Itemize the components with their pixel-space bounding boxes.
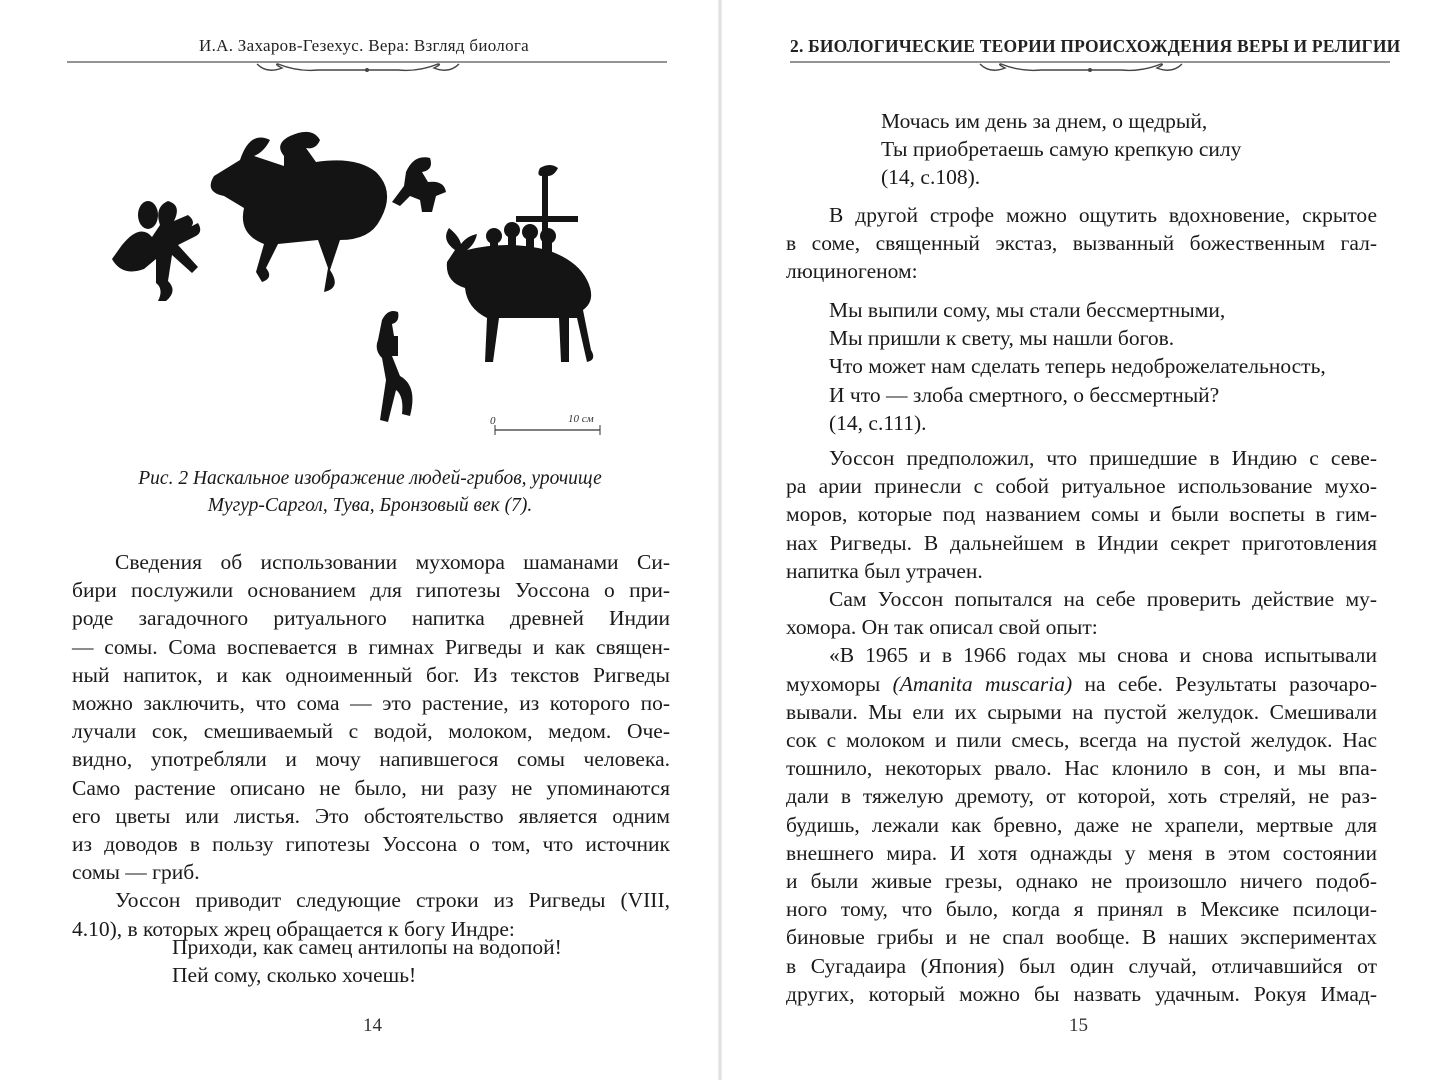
text-line: Сведения об использовании мухомора шаманами Си-: [115, 550, 670, 574]
latin-species-name: (Amanita muscaria): [892, 671, 1073, 696]
text-line: видно, употребляли и мочу напившегося сомы человека.: [72, 747, 670, 772]
poem-line: Приходи, как самец антилопы на водопой!: [172, 935, 562, 959]
right-page: [720, 0, 1441, 1080]
text-line: Сам Уоссон попытался на себе проверить действие му-: [829, 587, 1377, 612]
poem-line: Мочась им день за днем, о щедрый,: [881, 109, 1208, 133]
text-line: 4.10), в которых жрец обращается к богу Индре:: [72, 916, 515, 941]
body-paragraph-1: [72, 548, 670, 943]
poem-line: (14, с.111).: [829, 410, 927, 435]
text-line: сомы — гриб.: [72, 860, 200, 885]
poem-line: Мы выпили сому, мы стали бессмертными,: [829, 298, 1226, 322]
page-number-left: 14: [363, 1015, 382, 1036]
text-line: в соме, священный экстаз, вызванный божественным гал-: [786, 231, 1377, 256]
text-line: сок с молоком и пили смесь, всегда на пустой желудок. Нас: [786, 728, 1377, 753]
text-line: напитка был утрачен.: [786, 558, 983, 583]
header-ornament-right: [790, 58, 1390, 78]
text-line: Само растение описано не было, ни разу не упоминаются: [72, 775, 670, 800]
text-fragment: мухоморы: [786, 671, 893, 696]
text-line: ра арии принесли с собой ритуальное использование мухо-: [786, 474, 1377, 499]
poem-line: Пей сому, сколько хочешь!: [172, 963, 417, 988]
text-line: — сомы. Сома воспевается в гимнах Ригведы и как священ-: [72, 634, 670, 659]
poem-right-1: [881, 107, 1241, 192]
poem-line: Что может нам сделать теперь недоброжелательность,: [829, 354, 1326, 379]
text-line: и были живые грезы, однако не произошло ничего подоб-: [786, 869, 1377, 894]
poem-right-2: [829, 296, 1326, 437]
poem-line: (14, с.108).: [881, 165, 981, 190]
running-head-right: 2. БИОЛОГИЧЕСКИЕ ТЕОРИИ ПРОИСХОЖДЕНИЯ ВЕРЫ И РЕЛИГИИ: [790, 36, 1401, 56]
header-ornament-left: [67, 58, 667, 78]
text-line: моров, которые под названием сомы и были воспеты в гим-: [786, 502, 1377, 527]
petroglyph-shapes: [112, 132, 593, 422]
text-line: из доводов в пользу гипотезы Уоссона о том, что источник: [72, 832, 670, 857]
body-paragraph-r1: [786, 201, 1377, 286]
caption-line: Мугур-Саргол, Тува, Бронзовый век (7).: [207, 495, 533, 516]
text-line: тошнило, некоторых рвало. Нас клонило в сон, и мы впа-: [786, 756, 1377, 781]
petroglyph-figure: [110, 120, 630, 440]
text-fragment: на себе. Результаты разочаро-: [1072, 671, 1377, 696]
text-line: внешнего мира. И хотя однажды у меня в этом состоянии: [786, 840, 1377, 865]
text-line: роде загадочного ритуального напитка древней Индии: [72, 606, 670, 631]
poem-line: Мы пришли к свету, мы нашли богов.: [829, 326, 1175, 351]
text-line: «В 1965 и в 1966 годах мы снова и снова испытывали: [829, 643, 1377, 668]
text-line: хомора. Он так описал свой опыт:: [786, 615, 1098, 640]
text-line: других, который можно бы назвать удачным. Рокуя Имад-: [786, 981, 1377, 1006]
poem-left: [172, 933, 562, 989]
text-line: лучали сок, смешиваемый с водой, молоком, медом. Оче-: [72, 719, 670, 744]
text-line: Уоссон предположил, что пришедшие в Индию с севе-: [829, 446, 1377, 470]
text-line: люциногеном:: [786, 259, 918, 284]
text-line: в Сугадаира (Япония) был один случай, отличавшийся от: [786, 953, 1377, 978]
text-line: Уоссон приводит следующие строки из Ригведы (VIII,: [115, 888, 670, 913]
text-line: дали в тяжелую дремоту, от которой, хоть стреляй, не раз-: [786, 784, 1377, 809]
left-page: [0, 0, 720, 1080]
scale-bar: [490, 413, 600, 435]
text-line: биновые грибы и не спал вообще. В наших экспериментах: [786, 925, 1377, 950]
text-line: нах Ригведы. В дальнейшем в Индии секрет приготовления: [786, 530, 1377, 555]
body-paragraph-r2: [786, 444, 1377, 1008]
text-line: ный напиток, и как одноименный бог. Из текстов Ригведы: [72, 662, 670, 687]
text-line-with-latin: [786, 670, 1377, 698]
figure-caption: [100, 465, 640, 519]
text-line: его цветы или листья. Это обстоятельство является одним: [72, 803, 670, 828]
text-line: будишь, лежали как бревно, даже не храпели, мертвые для: [786, 812, 1377, 837]
running-head-left: И.А. Захаров-Гезехус. Вера: Взгляд биолога: [199, 36, 529, 55]
text-line: можно заключить, что сома — это растение, из которого по-: [72, 691, 670, 716]
caption-line: Рис. 2 Наскальное изображение людей-грибов, урочище: [138, 468, 602, 489]
poem-line: Ты приобретаешь самую крепкую силу: [881, 137, 1242, 162]
text-line: вывали. Мы ели их сырыми на пустой желудок. Смешивали: [786, 699, 1377, 724]
text-line: ного тому, что было, когда я принял в Мексике псилоци-: [786, 897, 1377, 922]
page-number-right: 15: [1069, 1015, 1088, 1036]
scale-start-label: 0: [490, 415, 496, 427]
text-line: бири послужили основанием для гипотезы Уоссона о при-: [72, 578, 670, 603]
text-line: В другой строфе можно ощутить вдохновение, скрытое: [829, 203, 1377, 227]
scale-end-label: 10 см: [568, 413, 594, 425]
poem-line: И что — злоба смертного, о бессмертный?: [829, 382, 1220, 407]
